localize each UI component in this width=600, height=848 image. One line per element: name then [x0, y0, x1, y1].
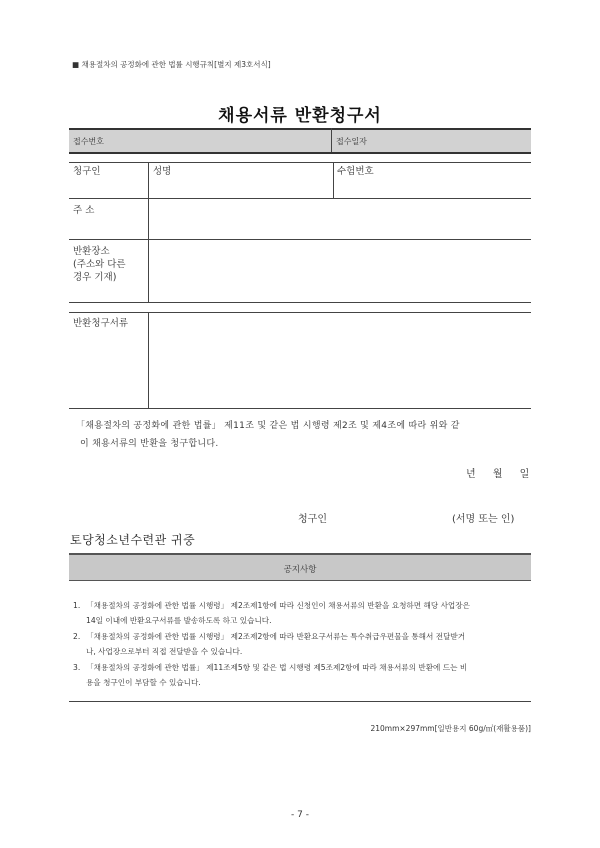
paper-spec: 210mm×297mm[일반용지 60g/㎡(재활용품)] [370, 724, 531, 733]
label-column-divider [148, 162, 149, 302]
signer-label: 청구인 [298, 514, 327, 525]
documents-label: 반환청구서류 [73, 318, 129, 329]
notice-item-line: 「채용절차의 공정화에 관한 법률」 제11조제5항 및 같은 법 시행령 제5조제2항에 따라 채용서류의 반환에 드는 비 [86, 663, 468, 672]
claimant-row-bottom [69, 198, 531, 199]
form-top-border [69, 128, 531, 130]
legal-reference: ■ 채용절차의 공정화에 관한 법률 시행규칙[별지 제3호서식] [72, 60, 271, 69]
signature-note: (서명 또는 인) [452, 514, 515, 525]
return-place-label: 반환장소 [73, 246, 110, 257]
documents-row-top [69, 312, 531, 313]
receipt-divider [331, 128, 332, 152]
date-line: 년 월 일 [466, 469, 530, 480]
return-place-note: (주소와 다른 [73, 259, 126, 270]
recipient: 토당청소년수련관 귀중 [70, 533, 196, 547]
return-row-bottom [69, 302, 531, 303]
notice-item-line: 「채용절차의 공정화에 관한 법률 시행령」 제2조제2항에 따라 반환요구서류는 특수취급우편물을 통해서 전달받거 [86, 632, 466, 641]
notice-title: 공지사항 [283, 565, 317, 575]
notice-header [69, 553, 531, 581]
receipt-row-bottom [69, 152, 531, 154]
claimant-label: 청구인 [73, 166, 101, 177]
form-title: 채용서류 반환청구서 [218, 106, 382, 126]
notice-item-line: 「채용절차의 공정화에 관한 법률 시행령」 제2조제1항에 따라 신청인이 채용서류의 반환을 요청하면 해당 사업장은 [86, 601, 470, 610]
statement-line-2: 이 채용서류의 반환을 청구합니다. [80, 439, 219, 449]
notice-item-line: 용을 청구인이 부담할 수 있습니다. [86, 678, 201, 687]
documents-divider [148, 312, 149, 408]
notice-item-number: 3. [73, 663, 81, 672]
notice-item-line: 나, 사업장으로부터 직접 전달받을 수 있습니다. [86, 647, 243, 656]
claimant-row-top [69, 162, 531, 163]
return-place-note-2: 경우 기재) [73, 272, 117, 283]
exam-number-label: 수험번호 [337, 166, 374, 177]
notice-item-line: 14일 이내에 반환요구서류를 발송하도록 하고 있습니다. [86, 616, 272, 625]
address-row-bottom [69, 239, 531, 240]
page-number: - 7 - [291, 810, 309, 820]
statement-line-1: 「채용절차의 공정화에 관한 법률」 제11조 및 같은 법 시행령 제2조 및 제4조에 따라 위와 같 [76, 421, 460, 431]
receipt-date-label: 접수일자 [336, 137, 367, 146]
receipt-number-label: 접수번호 [73, 137, 104, 146]
name-label: 성명 [153, 166, 172, 177]
documents-row-bottom [69, 408, 531, 409]
name-exam-divider [333, 162, 334, 198]
notice-bottom-rule [69, 701, 531, 702]
notice-item-number: 2. [73, 632, 81, 641]
notice-item-number: 1. [73, 601, 81, 610]
receipt-row-background [69, 128, 531, 152]
address-label: 주 소 [73, 205, 95, 216]
